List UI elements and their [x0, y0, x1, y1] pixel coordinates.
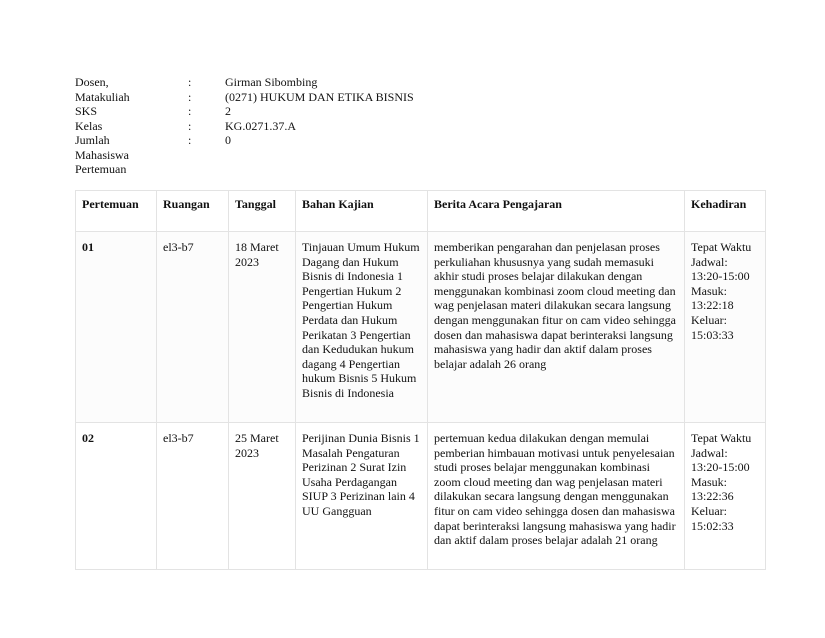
info-separator: : [188, 89, 192, 104]
header-ruangan: Ruangan [157, 191, 229, 232]
header-kehadiran: Kehadiran [685, 191, 766, 232]
table-row [76, 232, 766, 423]
info-label: Dosen, [75, 75, 109, 89]
cell-ruangan: el3-b7 [157, 232, 229, 423]
cell-kehadiran [685, 423, 766, 570]
attendance-schedule: Jadwal: 13:20-15:00 [691, 254, 750, 284]
cell-tanggal: 25 Maret 2023 [229, 423, 296, 570]
header-pertemuan: Pertemuan [76, 191, 157, 232]
attendance-status: Tepat Waktu [691, 431, 752, 445]
cell-pertemuan: 02 [76, 423, 157, 570]
table-row [76, 423, 766, 570]
cell-pertemuan: 01 [76, 232, 157, 423]
cell-berita-acara: pertemuan kedua dilakukan dengan memulai pemberian himbauan motivasi untuk penyelesaian studi proses belajar menggunakan kombinasi zoom cloud meeting dan wag penjelasan materi dilakukan secara langsung dengan menggunakan fitur on cam video sehingga dosen dan mahasiswa dapat berinteraksi langsung mahasiswa yang hadir dan aktif dalam proses belajar adalah 21 orang [428, 423, 685, 570]
header-tanggal: Tanggal [229, 191, 296, 232]
attendance-in: Masuk: 13:22:36 [691, 474, 734, 504]
cell-berita-acara: memberikan pengarahan dan penjelasan proses perkuliahan khususnya yang sudah memasuki akhir studi proses belajar dilakukan dengan menggunakan kombinasi zoom cloud meeting dan wag penjelasan materi dilakukan secara langsung dengan menggunakan fitur on cam video sehingga dosen dan mahasiswa dapat berinteraksi langsung mahasiswa yang hadir dan aktif dalam proses belajar adalah 26 orang [428, 232, 685, 423]
info-value: Girman Sibombing [225, 75, 318, 89]
info-separator: : [188, 104, 192, 119]
info-separator: : [188, 118, 192, 133]
info-separator: : [188, 133, 192, 148]
attendance-schedule: Jadwal: 13:20-15:00 [691, 445, 750, 475]
info-value: KG.0271.37.A [225, 118, 296, 133]
attendance-in: Masuk: 13:22:18 [691, 283, 734, 313]
attendance-status: Tepat Waktu [691, 240, 752, 254]
header-berita-acara: Berita Acara Pengajaran [428, 191, 685, 232]
info-label: Jumlah Mahasiswa [75, 133, 129, 162]
attendance-out: Keluar: 15:03:33 [691, 312, 734, 342]
cell-tanggal: 18 Maret 2023 [229, 232, 296, 423]
info-label: SKS [75, 104, 98, 119]
info-label: Kelas [75, 118, 103, 133]
info-separator: : [188, 75, 192, 89]
cell-bahan-kajian: Perijinan Dunia Bisnis 1 Masalah Pengaturan Perizinan 2 Surat Izin Usaha Perdagangan SIUP 3 Perizinan lain 4 UU Gangguan [296, 423, 428, 570]
section-title: Pertemuan [75, 162, 127, 176]
meetings-table [75, 190, 766, 570]
header-bahan-kajian: Bahan Kajian [296, 191, 428, 232]
cell-kehadiran [685, 232, 766, 423]
attendance-out: Keluar: 15:02:33 [691, 503, 734, 533]
info-value: 0 [225, 133, 231, 148]
table-header-row [76, 191, 766, 232]
info-label: Matakuliah [75, 89, 130, 104]
info-value: 2 [225, 104, 231, 119]
cell-ruangan: el3-b7 [157, 423, 229, 570]
cell-bahan-kajian: Tinjauan Umum Hukum Dagang dan Hukum Bisnis di Indonesia 1 Pengertian Hukum 2 Pengertian Hukum Perdata dan Hukum Perikatan 3 Pengertian dan Kedudukan hukum dagang 4 Pengertian hukum Bisnis 5 Hukum Bisnis di Indonesia [296, 232, 428, 423]
info-value: (0271) HUKUM DAN ETIKA BISNIS [225, 89, 414, 104]
